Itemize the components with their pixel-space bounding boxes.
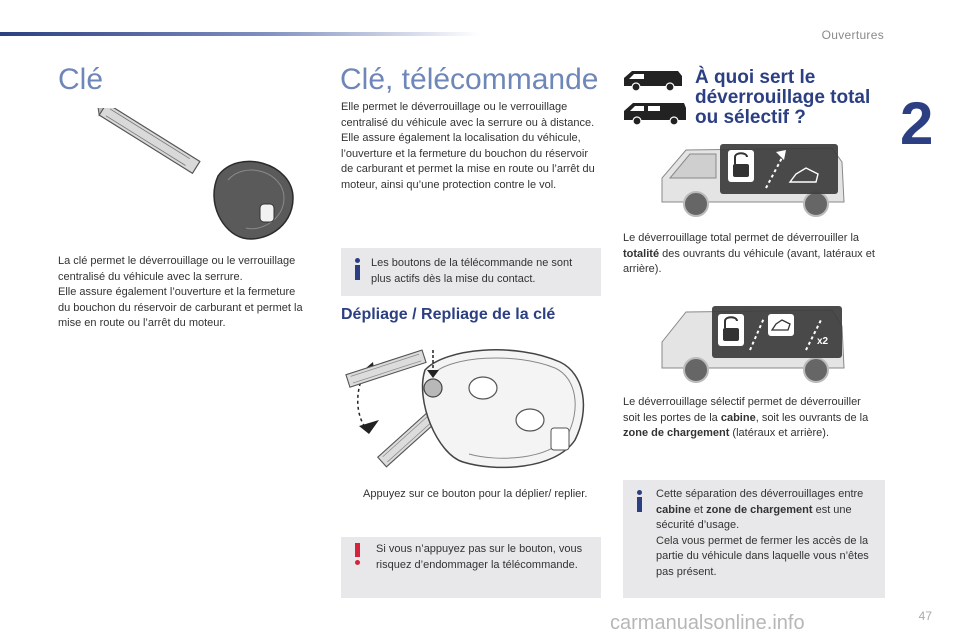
van-front-icon [622,68,684,92]
page-number: 47 [918,609,932,623]
van-side-icon [622,100,688,126]
cle-title: Clé [58,63,104,96]
telecommande-paragraph-1: Elle permet le déverrouillage ou le verrouillage centralisé du véhicule avec la serrure ou à distance. [341,101,595,129]
top-gradient-bar [0,32,480,36]
separation-text-c: et [690,503,707,516]
separation-bold-zone: zone de chargement [706,503,813,516]
telecommande-description [341,100,603,193]
selective-bold-cabine: cabine [720,411,756,424]
info-box-separation [623,480,885,598]
van-total-unlock-illustration [656,142,848,220]
separation-text-a: Cette séparation des déverrouillages entre [656,488,864,500]
telecommande-title: Clé, télécommande [340,63,599,96]
watermark: carmanualsonline.info [610,612,805,634]
bullet-depliage-text: Appuyez sur ce bouton pour la déplier/ replier. [363,488,588,500]
separation-bold-cabine: cabine [656,503,691,516]
selective-text-1: Le déverrouillage sélectif permet de déverrouiller soit les portes de la [623,396,861,424]
total-text-after: des ouvrants du véhicule (avant, latéraux et arrière). [623,247,875,275]
total-text-before: Le déverrouillage total permet de déverrouiller la [623,232,860,244]
total-description [623,231,881,278]
depliage-subtitle: Dépliage / Repliage de la clé [341,306,556,323]
deverrouillage-title: À quoi sert le déverrouillage total ou sélectif ? [695,67,871,128]
telecommande-paragraph-2: Elle assure également la localisation du véhicule, l’ouverture et la fermeture du bouchon du réservoir de carburant et permet la mise en route ou l’arrêt du moteur, ainsi qu’une protection contre le vol. [341,132,595,191]
warning-icon [355,543,360,567]
chapter-number: 2 [900,90,934,157]
warning-box-text: Si vous n’appuyez pas sur le bouton, vous risquez d’endommager la télécommande. [376,543,583,571]
total-text-bold: totalité [623,247,660,260]
warning-box [341,537,601,598]
selective-text-2: , soit les ouvrants de la [755,411,869,424]
cle-paragraph-1: La clé permet le déverrouillage ou le verrouillage centralisé du véhicule avec la serrure. [58,255,296,283]
info-icon [637,490,642,512]
selective-description [623,395,881,442]
key-illustration [88,108,308,248]
info-box-buttons [341,248,601,296]
section-label: Ouvertures [821,28,884,42]
selective-text-3: (latéraux et arrière). [729,427,830,439]
remote-key-illustration [345,330,595,476]
info-box-buttons-text: Les boutons de la télécommande ne sont plus actifs dès la mise du contact. [371,257,573,285]
separation-text-d: est une sécurité d’usage. [656,503,852,531]
cle-paragraph-2: Elle assure également l’ouverture et la fermeture du bouchon du réservoir de carburant et permet la mise en route ou l’arrêt du moteur. [58,286,303,329]
separation-paragraph-2: Cela vous permet de fermer les accès de la partie du véhicule dans laquelle vous n’êtes pas présent. [656,534,869,578]
selective-bold-zone: zone de chargement [623,427,730,439]
info-icon [355,258,360,280]
x2-label: x2 [817,336,829,347]
cle-description [58,254,310,332]
